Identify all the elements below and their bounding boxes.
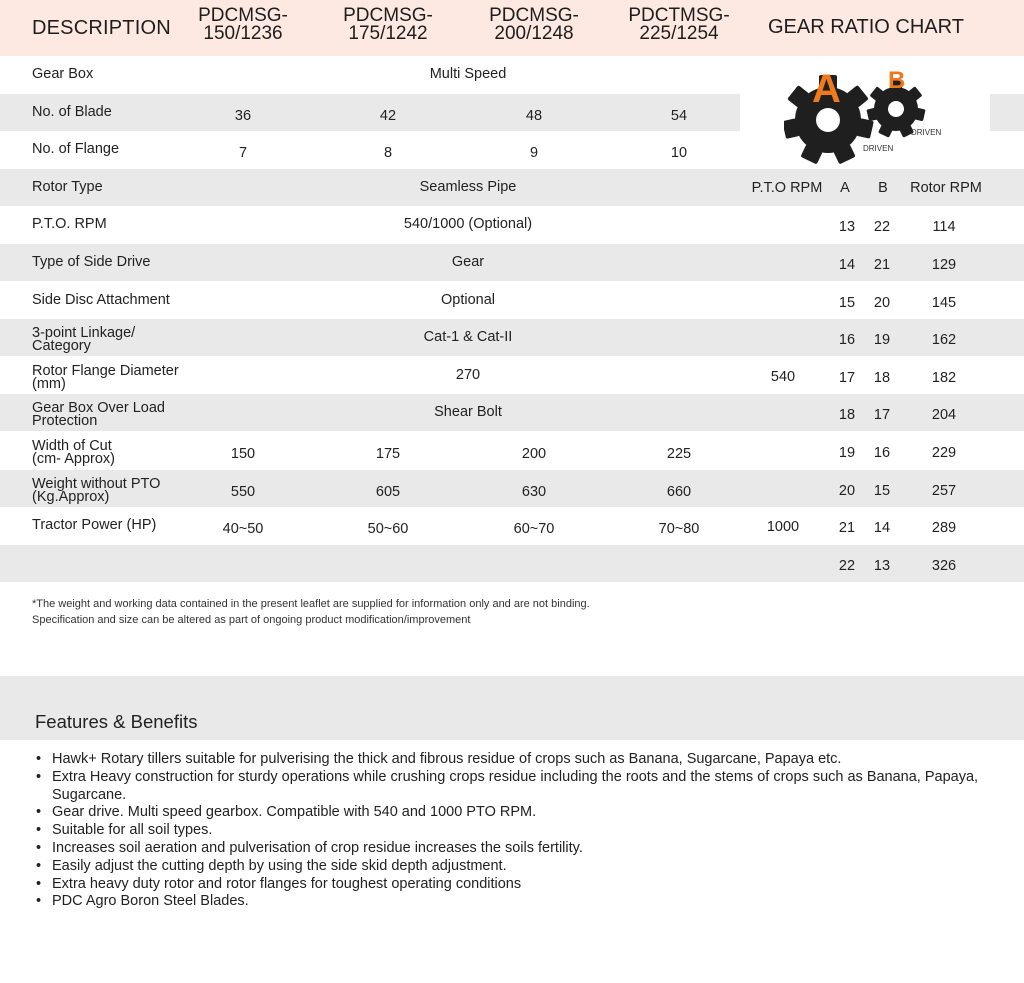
spec-value: 270 <box>455 366 481 383</box>
spec-value: 630 <box>521 483 547 500</box>
spec-label-line: Type of Side Drive <box>32 254 151 270</box>
gear-header-a: A <box>840 179 850 196</box>
spec-label <box>32 362 179 392</box>
gear-b-value: 19 <box>873 332 891 349</box>
gear-label-b: B <box>888 67 906 94</box>
driven-label-small: DRIVEN <box>911 128 942 137</box>
model-header-4 <box>614 7 744 43</box>
model-header-line1: PDCMSG- <box>489 5 579 26</box>
gear-diagram <box>784 60 954 168</box>
gear-header-rotor: Rotor RPM <box>910 179 982 196</box>
gear-b-value: 18 <box>873 369 891 386</box>
gear-b-value: 15 <box>873 482 891 499</box>
spec-label <box>32 519 156 532</box>
feature-item: • Gear drive. Multi speed gearbox. Compatible with 540 and 1000 PTO RPM. <box>34 804 994 822</box>
spec-label-line: 3-point Linkage/ <box>32 325 136 342</box>
model-header-2 <box>323 7 453 43</box>
spec-label-line: No. of Flange <box>32 141 120 158</box>
rotor-rpm-value: 289 <box>931 520 957 537</box>
spec-value: 36 <box>234 107 252 124</box>
modification-note: Specification and size can be altered as part of ongoing product modification/improvement <box>32 614 471 626</box>
spec-label-line: Side Disc Attachment <box>32 291 170 308</box>
gear-ratio-chart-title: GEAR RATIO CHART <box>768 16 964 38</box>
gear-a-value: 22 <box>838 557 856 574</box>
spec-label <box>32 440 115 466</box>
gear-a-value: 14 <box>838 257 856 273</box>
gear-label-a: A <box>812 67 841 111</box>
spec-label-line: Gear Box Over Load <box>32 400 165 417</box>
spec-label <box>32 291 170 308</box>
spec-label-line: Rotor Flange Diameter <box>32 362 179 379</box>
row-band <box>990 94 1024 131</box>
gear-a-value: 13 <box>838 219 856 236</box>
spec-label-line: Weight without PTO <box>32 475 161 492</box>
feature-item: • Extra Heavy construction for sturdy operations while crushing crops residue including the roots and the stems of crops such as Banana, Papaya, Sugarcane. <box>34 769 994 805</box>
spec-value: 70~80 <box>658 521 700 538</box>
gear-a-value: 17 <box>838 369 856 386</box>
spec-label <box>32 143 119 156</box>
model-header-line1: PDCMSG- <box>198 5 288 26</box>
spec-label <box>32 178 103 195</box>
rotor-rpm-value: 162 <box>931 332 957 349</box>
description-header: DESCRIPTION <box>32 17 171 39</box>
spec-value: Shear Bolt <box>434 404 502 421</box>
spec-label-line: Protection <box>32 413 98 430</box>
spec-label-line: Tractor Power (HP) <box>32 517 157 534</box>
features-list <box>34 751 994 911</box>
spec-value: 550 <box>230 483 256 500</box>
feature-item: • Easily adjust the cutting depth by using the side skid depth adjustment. <box>34 858 994 876</box>
spec-label-line: No. of Blade <box>32 103 112 120</box>
spec-label-line: (Kg.Approx) <box>32 488 110 505</box>
gear-b-value: 22 <box>873 219 891 236</box>
gear-a-value: 15 <box>838 294 856 311</box>
model-header-line2: 150/1236 <box>203 23 283 44</box>
spec-value: 42 <box>379 107 397 124</box>
rotor-rpm-value: 129 <box>931 257 957 273</box>
spec-value: 48 <box>525 107 543 124</box>
spec-label <box>32 402 165 428</box>
feature-item: • Increases soil aeration and pulverisation of crop residue increases the soils fertility. <box>34 840 994 858</box>
spec-label-line: P.T.O. RPM <box>32 216 107 233</box>
gear-b-value: 21 <box>873 257 891 273</box>
feature-item: • Suitable for all soil types. <box>34 822 994 840</box>
feature-item: • Extra heavy duty rotor and rotor flanges for toughest operating conditions <box>34 876 994 894</box>
gear-a-value: 21 <box>838 520 856 537</box>
spec-value: 605 <box>375 483 401 500</box>
rotor-rpm-value: 204 <box>931 407 957 424</box>
spec-label-line: (cm- Approx) <box>32 451 115 467</box>
driven-label-large: DRIVEN <box>863 144 894 153</box>
rotor-rpm-value: 326 <box>931 557 957 574</box>
gear-a-value: 16 <box>838 332 856 349</box>
gear-b-value: 17 <box>873 407 891 424</box>
spec-value: 7 <box>238 145 248 162</box>
pto-rpm-group: 1000 <box>766 519 800 536</box>
spec-value: Multi Speed <box>429 66 507 82</box>
model-header-line1: PDCMSG- <box>343 5 433 26</box>
spec-label <box>32 103 112 120</box>
spec-label <box>32 218 107 231</box>
spec-value: Seamless Pipe <box>419 178 517 195</box>
spec-value: 9 <box>529 145 539 162</box>
spec-value: Cat-1 & Cat-II <box>423 329 513 346</box>
model-header-3 <box>469 7 599 43</box>
rotor-rpm-value: 257 <box>931 482 957 499</box>
spec-value: 50~60 <box>367 521 409 538</box>
rotor-rpm-value: 229 <box>931 445 957 461</box>
spec-label <box>32 68 93 81</box>
gear-b-value: 14 <box>873 520 891 537</box>
rotor-rpm-value: 182 <box>931 369 957 386</box>
spec-value: 60~70 <box>513 521 555 538</box>
spec-label <box>32 475 161 505</box>
spec-value: 175 <box>375 446 401 462</box>
gear-header-pto: P.T.O RPM <box>751 179 823 196</box>
spec-value: 540/1000 (Optional) <box>403 216 533 233</box>
feature-item: • PDC Agro Boron Steel Blades. <box>34 893 994 911</box>
spec-label-line: (mm) <box>32 375 66 392</box>
gear-b-value: 20 <box>873 294 891 311</box>
spec-label-line: Gear Box <box>32 66 94 82</box>
spec-value: 10 <box>670 145 688 162</box>
gear-a-value: 20 <box>838 482 856 499</box>
pto-rpm-group: 540 <box>770 368 796 385</box>
features-title: Features & Benefits <box>35 711 198 732</box>
model-header-line2: 175/1242 <box>348 23 428 44</box>
spec-value: 8 <box>383 145 393 162</box>
disclaimer-note: *The weight and working data contained in the present leaflet are supplied for information only and are not binding. <box>32 598 590 610</box>
spec-value: 150 <box>230 446 256 462</box>
gear-header-b: B <box>878 179 888 196</box>
spec-label-line: Width of Cut <box>32 438 112 454</box>
spec-value: 660 <box>666 483 692 500</box>
spec-value: 54 <box>670 107 688 124</box>
spec-value: 40~50 <box>222 521 264 538</box>
spec-value: 200 <box>521 446 547 462</box>
spec-label <box>32 327 135 353</box>
spec-value: Gear <box>451 254 485 270</box>
gear-b-value: 16 <box>873 445 891 461</box>
spec-value: Optional <box>440 291 495 308</box>
spec-value: 225 <box>666 446 692 462</box>
spec-label-line: Rotor Type <box>32 178 103 195</box>
rotor-rpm-value: 114 <box>932 219 956 236</box>
feature-item: • Hawk+ Rotary tillers suitable for pulverising the thick and fibrous residue of crops such as Banana, Sugarcane, Papaya etc. <box>34 751 994 769</box>
spec-label-line: Category <box>32 338 91 355</box>
gear-a-value: 19 <box>838 445 856 461</box>
model-header-1 <box>178 7 308 43</box>
gear-b-value: 13 <box>873 557 891 574</box>
gear-a-value: 18 <box>838 407 856 424</box>
model-header-line2: 225/1254 <box>639 23 719 44</box>
rotor-rpm-value: 145 <box>931 294 957 311</box>
model-header-line2: 200/1248 <box>494 23 574 44</box>
spec-label <box>32 256 150 269</box>
model-header-line1: PDCTMSG- <box>628 5 730 26</box>
